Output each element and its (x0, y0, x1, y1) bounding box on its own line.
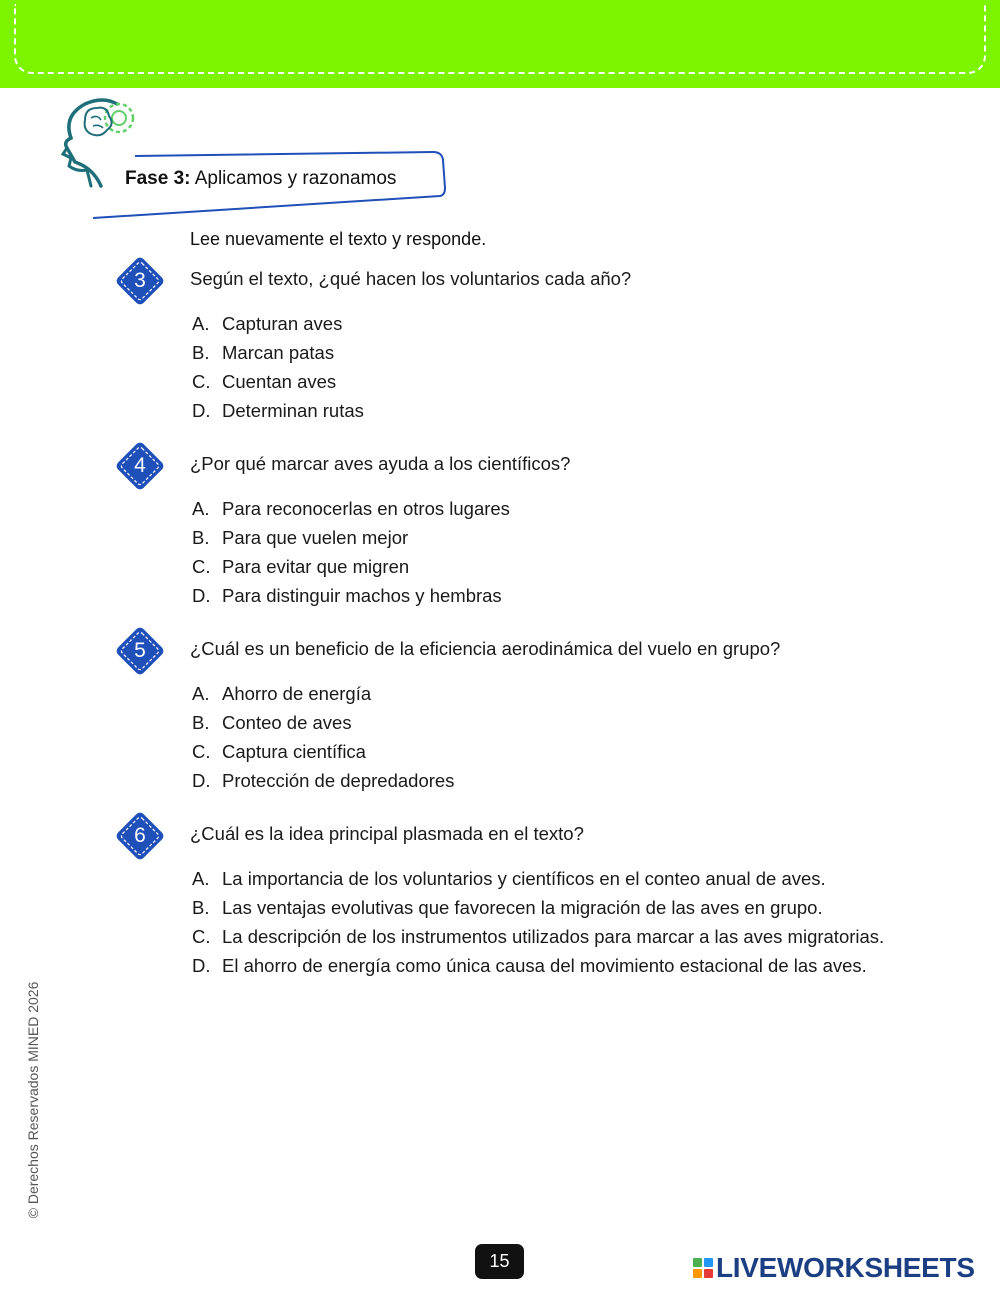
option-text: Ahorro de energía (222, 683, 372, 704)
option-text: Captura científica (222, 740, 366, 762)
option-letter: C. (192, 555, 211, 577)
option-b[interactable] (192, 526, 912, 549)
option-text: Determinan rutas (222, 399, 364, 421)
option-letter: A. (192, 683, 210, 704)
question-text: Según el texto, ¿qué hacen los voluntarios cada año? (190, 268, 632, 289)
phase-number: Fase 3: (125, 168, 191, 189)
brand-footer[interactable] (693, 1252, 975, 1284)
option-c[interactable] (192, 555, 912, 578)
option-d[interactable] (192, 399, 912, 422)
option-a[interactable] (192, 312, 912, 335)
option-letter: C. (192, 370, 211, 392)
option-letter: C. (192, 740, 211, 762)
option-c[interactable] (192, 740, 912, 763)
options-list (192, 682, 912, 798)
question-number: 6 (134, 824, 146, 847)
option-letter: B. (192, 341, 210, 363)
option-letter: B. (192, 526, 210, 548)
option-c[interactable] (192, 370, 912, 393)
option-letter: B. (192, 896, 210, 918)
option-letter: C. (192, 925, 211, 947)
question-number-badge (112, 253, 168, 309)
liveworksheets-logo-icon (693, 1258, 713, 1278)
phase-name: Aplicamos y razonamos (190, 168, 397, 189)
option-d[interactable] (192, 954, 912, 977)
option-letter: D. (192, 769, 211, 791)
option-letter: D. (192, 399, 211, 421)
question-number: 5 (134, 639, 146, 662)
option-letter: D. (192, 954, 211, 976)
option-text: La descripción de los instrumentos utilizados para marcar a las aves migratorias. (222, 925, 885, 947)
question-text: ¿Cuál es la idea principal plasmada en el texto? (190, 823, 584, 844)
option-text: Marcan patas (222, 341, 335, 363)
question-number: 3 (134, 269, 146, 292)
option-text: Protección de depredadores (222, 769, 455, 791)
option-c[interactable] (192, 925, 912, 948)
question-number-badge (112, 808, 168, 864)
option-text: Las ventajas evolutivas que favorecen la migración de las aves en grupo. (222, 896, 823, 918)
banner-stitching (14, 4, 986, 74)
option-a[interactable] (192, 682, 912, 705)
question-text: ¿Cuál es un beneficio de la eficiencia aerodinámica del vuelo en grupo? (190, 638, 781, 659)
option-letter: B. (192, 711, 210, 733)
option-text: Conteo de aves (222, 711, 352, 733)
option-text: Para evitar que migren (222, 555, 410, 577)
option-text: Capturan aves (222, 313, 343, 334)
question-text: ¿Por qué marcar aves ayuda a los científicos? (190, 453, 571, 474)
option-text: La importancia de los voluntarios y científicos en el conteo anual de aves. (222, 868, 826, 889)
option-text: Para que vuelen mejor (222, 526, 409, 548)
top-banner (0, 0, 1000, 88)
question-number-badge (112, 438, 168, 494)
option-letter: A. (192, 498, 210, 519)
option-b[interactable] (192, 711, 912, 734)
options-list (192, 312, 912, 428)
option-b[interactable] (192, 341, 912, 364)
page-number: 15 (475, 1244, 524, 1279)
question-number-badge (112, 623, 168, 679)
head-brain-icon (55, 98, 450, 223)
option-a[interactable] (192, 497, 912, 520)
question-number: 4 (134, 454, 146, 477)
option-a[interactable] (192, 867, 912, 890)
option-text: Para distinguir machos y hembras (222, 584, 502, 606)
option-letter: D. (192, 584, 211, 606)
option-letter: A. (192, 313, 210, 334)
brand-name: LIVEWORKSHEETS (716, 1252, 975, 1283)
phase-title (125, 168, 396, 190)
options-list (192, 867, 912, 983)
options-list (192, 497, 912, 613)
instruction-text: Lee nuevamente el texto y responde. (190, 229, 487, 249)
option-text: El ahorro de energía como única causa del movimiento estacional de las aves. (222, 954, 867, 976)
option-text: Cuentan aves (222, 370, 337, 392)
phase-header (55, 98, 450, 223)
copyright-notice: © Derechos Reservados MINED 2026 (25, 981, 41, 1219)
option-d[interactable] (192, 769, 912, 792)
option-text: Para reconocerlas en otros lugares (222, 498, 510, 519)
option-b[interactable] (192, 896, 912, 919)
option-d[interactable] (192, 584, 912, 607)
option-letter: A. (192, 868, 210, 889)
